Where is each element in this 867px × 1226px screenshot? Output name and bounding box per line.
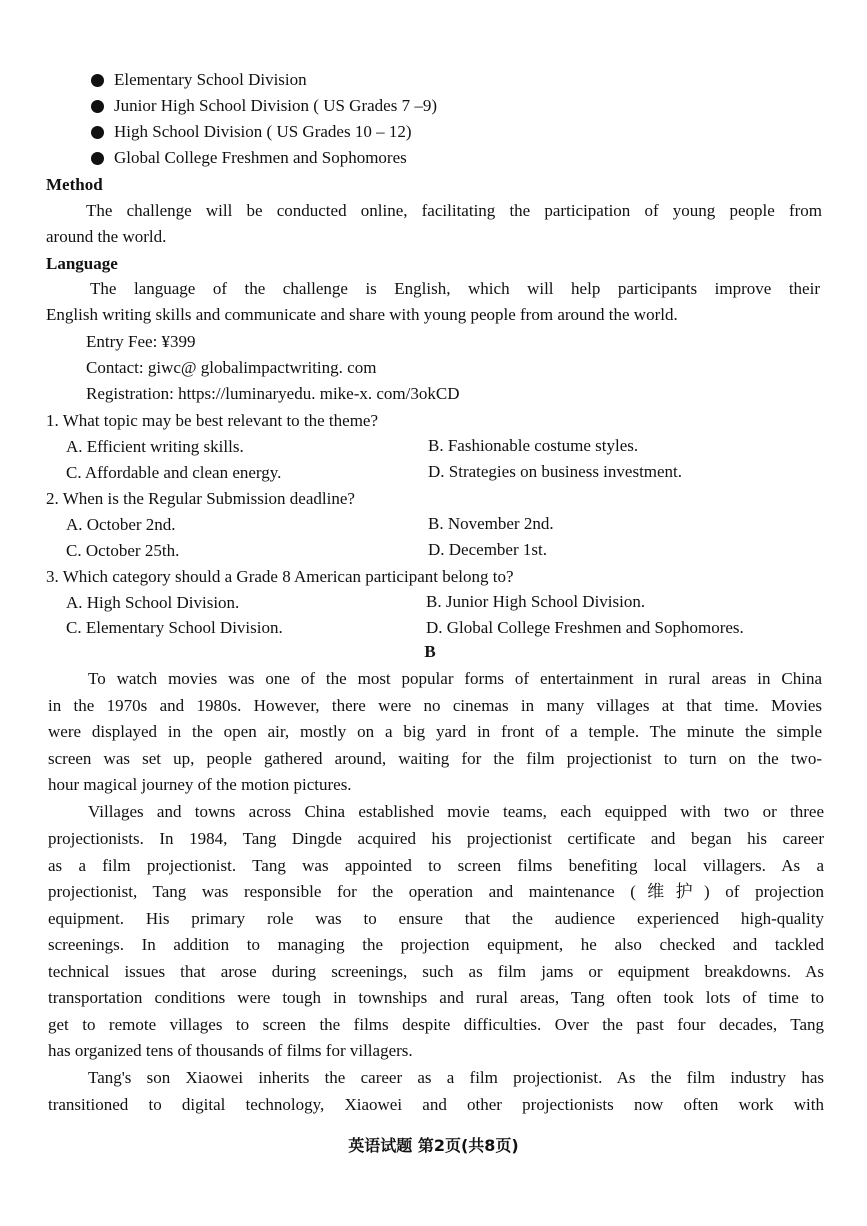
option-c: C. October 25th.: [66, 541, 180, 560]
bullet-dot: [91, 74, 104, 87]
contact-email: Contact: giwc@ globalimpactwriting. com: [86, 358, 377, 377]
option-a: A. October 2nd.: [66, 515, 176, 534]
passage-line: equipment. His primary role was to ensure that the audience experienced high-quality: [48, 909, 824, 928]
option-d: D. December 1st.: [428, 540, 547, 559]
question-stem: 3. Which category should a Grade 8 American participant belong to?: [46, 567, 514, 586]
bullet-dot: [91, 126, 104, 139]
registration-url: Registration: https://luminaryedu. mike-x. com/3okCD: [86, 384, 460, 403]
passage-line: hour magical journey of the motion pictures.: [48, 775, 352, 794]
passage-line: screen was set up, people gathered around, waiting for the film projectionist to turn on the two-: [48, 749, 822, 768]
passage-line: projectionist, Tang was responsible for the operation and maintenance (维护) of projection: [48, 882, 824, 901]
language-line: The language of the challenge is English, which will help participants improve their: [90, 279, 820, 298]
bullet-item: High School Division ( US Grades 10 – 12): [114, 122, 412, 141]
bullet-item: Junior High School Division ( US Grades 7 –9): [114, 96, 437, 115]
passage-line: screenings. In addition to managing the projection equipment, he also checked and tackled: [48, 935, 824, 954]
language-line: English writing skills and communicate and share with young people from around the world.: [46, 305, 678, 324]
option-c: C. Affordable and clean energy.: [66, 463, 282, 482]
option-a: A. High School Division.: [66, 593, 240, 612]
bullet-item: Global College Freshmen and Sophomores: [114, 148, 407, 167]
bullet-dot: [91, 152, 104, 165]
option-b: B. Junior High School Division.: [426, 592, 646, 611]
method-line: The challenge will be conducted online, facilitating the participation of young people from: [86, 201, 822, 220]
method-line: around the world.: [46, 227, 167, 246]
passage-line: To watch movies was one of the most popular forms of entertainment in rural areas in China: [88, 669, 822, 688]
passage-line: get to remote villages to screen the films despite difficulties. Over the past four decades, Tang: [48, 1015, 824, 1034]
option-c: C. Elementary School Division.: [66, 618, 283, 637]
option-b: B. November 2nd.: [428, 514, 554, 533]
passage-line: technical issues that arose during screenings, such as film jams or equipment breakdowns. As: [48, 962, 824, 981]
passage-line: Tang's son Xiaowei inherits the career as a film projectionist. As the film industry has: [88, 1068, 824, 1087]
passage-line: transitioned to digital technology, Xiaowei and other projectionists now often work with: [48, 1095, 824, 1114]
passage-line: has organized tens of thousands of films for villagers.: [48, 1041, 413, 1060]
passage-line: in the 1970s and 1980s. However, there were no cinemas in many villages at that time. Movies: [48, 696, 822, 715]
language-heading: Language: [46, 254, 118, 273]
passage-line: projectionists. In 1984, Tang Dingde acquired his projectionist certificate and began his career: [48, 829, 824, 848]
passage-line: were displayed in the open air, mostly on a big yard in front of a temple. The minute the simple: [48, 722, 822, 741]
option-d: D. Strategies on business investment.: [428, 462, 683, 481]
entry-fee: Entry Fee: ¥399: [86, 332, 196, 351]
passage-line: as a film projectionist. Tang was appointed to screen films benefiting local villagers. As a: [48, 856, 824, 875]
bullet-item: Elementary School Division: [114, 70, 307, 89]
option-b: B. Fashionable costume styles.: [428, 436, 639, 455]
bullet-dot: [91, 100, 104, 113]
question-stem: 2. When is the Regular Submission deadline?: [46, 489, 355, 508]
option-d: D. Global College Freshmen and Sophomores.: [426, 618, 744, 637]
option-a: A. Efficient writing skills.: [66, 437, 244, 456]
question-stem: 1. What topic may be best relevant to the theme?: [46, 411, 379, 430]
method-heading: Method: [46, 175, 103, 194]
page-footer: 英语试题 第2页(共8页): [348, 1136, 519, 1155]
section-b-label: B: [424, 642, 436, 661]
passage-line: transportation conditions were tough in townships and rural areas, Tang often took lots of time to: [48, 988, 824, 1007]
passage-line: Villages and towns across China established movie teams, each equipped with two or three: [88, 802, 824, 821]
